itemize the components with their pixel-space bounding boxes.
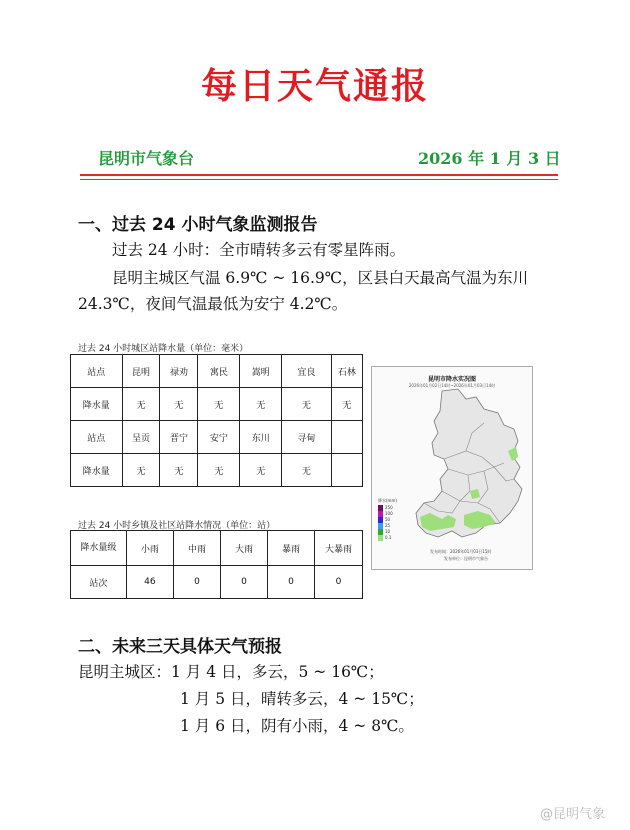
table1-cell: 无 [198,454,240,487]
table2-cell: 0 [268,566,315,599]
table1-row-header: 降水量 [71,388,123,421]
legend-label: 50 [385,517,391,522]
map-title: 昆明市降水实况图 [427,376,476,383]
table1-cell: 无 [160,388,198,421]
legend-swatch [378,523,383,529]
table1-cell: 宜良 [282,355,332,388]
table1-cell: 无 [160,454,198,487]
legend-swatch [378,517,383,523]
table1-cell: 无 [240,388,282,421]
table2-cell: 大暴雨 [315,531,363,566]
table1-cell: 东川 [240,421,282,454]
table2-cell: 46 [126,566,173,599]
table1-cell: 嵩明 [240,355,282,388]
table1-cell: 禄劝 [160,355,198,388]
table2-cell: 0 [174,566,221,599]
table1-row-header: 站点 [71,355,123,388]
legend-label: 0.1 [385,535,392,540]
table1-cell: 寻甸 [282,421,332,454]
legend-swatch [378,511,383,517]
precip-map [371,366,533,570]
legend-label: 100 [385,511,393,516]
table1-cell: 无 [198,388,240,421]
section1-para3: 24.3℃，夜间气温最低为安宁 4.2℃。 [78,295,348,313]
legend-swatch [378,535,383,541]
map-subtitle: 2026年01月02日14时~2026年01月03日14时 [408,383,496,388]
table2-cell: 暴雨 [268,531,315,566]
header-divider-thin [80,179,558,180]
table2-row-header: 站次 [71,566,127,599]
issuing-org: 昆明市气象台 [98,149,195,168]
table1-cell: 昆明 [122,355,160,388]
table1-cell: 呈贡 [122,421,160,454]
table1-caption: 过去 24 小时城区站降水量（单位：毫米） [78,344,249,354]
legend-swatch [378,505,383,511]
table1-cell [331,421,362,454]
legend-label: 25 [385,523,391,528]
table2-cell: 0 [315,566,363,599]
map-legend-title: 降水(mm) [378,498,397,503]
section1-para1: 过去 24 小时：全市晴转多云有零星阵雨。 [112,241,406,259]
forecast-line3: 1 月 6 日，阴有小雨，4 ~ 8℃。 [180,717,414,735]
table1-cell: 无 [282,454,332,487]
report-title: 每日天气通报 [200,66,429,107]
section2-heading: 二、未来三天具体天气预报 [78,637,282,657]
table2-cell: 小雨 [126,531,173,566]
legend-label: 10 [385,529,391,534]
section1-para2: 昆明主城区气温 6.9℃ ~ 16.9℃，区县白天最高气温为东川 [112,269,529,287]
legend-label: 250 [385,505,393,510]
table1-cell: 无 [122,388,160,421]
table1-cell: 安宁 [198,421,240,454]
table1-row [71,454,363,487]
map-publisher: 发布单位：昆明市气象台 [444,556,488,561]
township-precip-table [70,530,363,599]
section1-heading: 一、过去 24 小时气象监测报告 [78,215,318,235]
table2-row-header: 降水量级 [71,531,127,566]
map-publish-time: 发布时间：2026年01月03日15时 [430,549,492,554]
table1-cell: 晋宁 [160,421,198,454]
legend-swatch [378,529,383,535]
table2-row [71,531,363,566]
header-divider-thick [80,174,558,176]
table2-cell: 大雨 [221,531,268,566]
table1-row-header: 站点 [71,421,123,454]
table1-row-header: 降水量 [71,454,123,487]
report-date: 2026 年 1 月 3 日 [418,149,561,168]
table1-row [71,355,363,388]
table1-cell: 无 [331,388,362,421]
table1-cell: 寓民 [198,355,240,388]
table1-cell [331,454,362,487]
table1-cell: 石林 [331,355,362,388]
table1-cell: 无 [122,454,160,487]
table1-row [71,421,363,454]
table2-row [71,566,363,599]
map-legend [378,505,383,541]
table2-caption: 过去 24 小时乡镇及社区站降水情况（单位：站） [78,521,276,531]
table1-cell: 无 [240,454,282,487]
forecast-line2: 1 月 5 日，晴转多云，4 ~ 15℃； [180,690,424,708]
watermark: @昆明气象 [540,807,606,822]
urban-station-precip-table [70,354,363,487]
table2-cell: 0 [221,566,268,599]
table2-cell: 中雨 [174,531,221,566]
forecast-line1: 昆明主城区：1 月 4 日，多云，5 ~ 16℃； [78,663,384,681]
table1-cell: 无 [282,388,332,421]
table1-row [71,388,363,421]
map-graphic [372,367,532,569]
